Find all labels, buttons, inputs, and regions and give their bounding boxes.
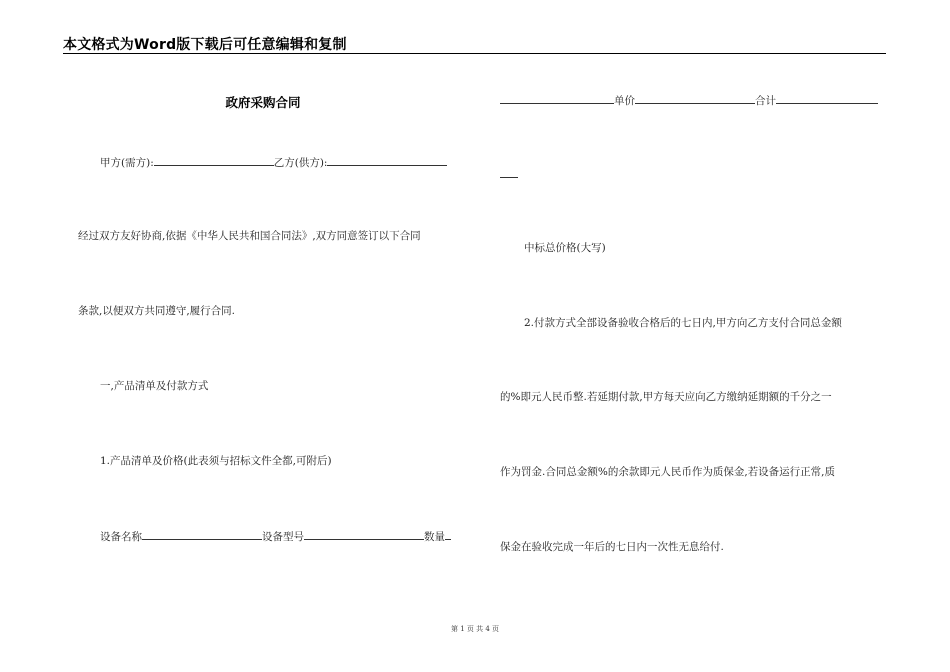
pre-price-blank bbox=[500, 92, 614, 104]
price-line bbox=[500, 92, 878, 108]
party-line bbox=[100, 154, 447, 170]
party-a-blank bbox=[154, 154, 274, 166]
equipment-line bbox=[100, 528, 451, 544]
document-banner: 本文格式为Word版下载后可任意编辑和复制 bbox=[63, 37, 347, 53]
banner-divider bbox=[63, 53, 886, 54]
payment-line-1: 2.付款方式全部设备验收合格后的七日内,甲方向乙方支付合同总金额 bbox=[524, 317, 842, 329]
page-number: 第 1 页 共 4 页 bbox=[450, 625, 500, 633]
payment-line-3: 作为罚金.合同总金额%的余款即元人民币作为质保金,若设备运行正常,质 bbox=[500, 466, 835, 478]
item-1-heading: 1.产品清单及价格(此表须与招标文件全都,可附后) bbox=[100, 455, 332, 467]
party-a-label: 甲方(需方): bbox=[100, 157, 154, 169]
party-b-blank bbox=[327, 154, 447, 166]
quantity-blank bbox=[445, 528, 451, 540]
unit-price-blank bbox=[635, 92, 755, 104]
equipment-model-blank bbox=[304, 528, 424, 540]
party-b-label: 乙方(供方): bbox=[273, 157, 328, 169]
continued-blank bbox=[500, 166, 518, 178]
equipment-model-label: 设备型号 bbox=[262, 531, 304, 543]
payment-line-2: 的%即元人民币整.若延期付款,甲方每天应向乙方缴纳延期额的千分之一 bbox=[500, 391, 832, 403]
equipment-name-blank bbox=[142, 528, 262, 540]
contract-title: 政府采购合同 bbox=[225, 95, 301, 110]
total-blank bbox=[776, 92, 878, 104]
paragraph-intro-line-1: 经过双方友好协商,依据《中华人民共和国合同法》,双方同意签订以下合同 bbox=[78, 230, 421, 242]
section-1-heading: 一,产品清单及付款方式 bbox=[100, 380, 209, 392]
paragraph-intro-line-2: 条款,以便双方共同遵守,履行合同. bbox=[78, 305, 236, 317]
quantity-label: 数量 bbox=[424, 531, 445, 543]
payment-line-4: 保金在验收完成一年后的七日内一次性无息给付. bbox=[500, 541, 724, 553]
equipment-name-label: 设备名称 bbox=[100, 531, 142, 543]
continued-blank-line bbox=[500, 166, 518, 182]
total-label: 合计 bbox=[755, 95, 776, 107]
bid-total-label: 中标总价格(大写) bbox=[524, 242, 606, 254]
unit-price-label: 单价 bbox=[614, 95, 635, 107]
